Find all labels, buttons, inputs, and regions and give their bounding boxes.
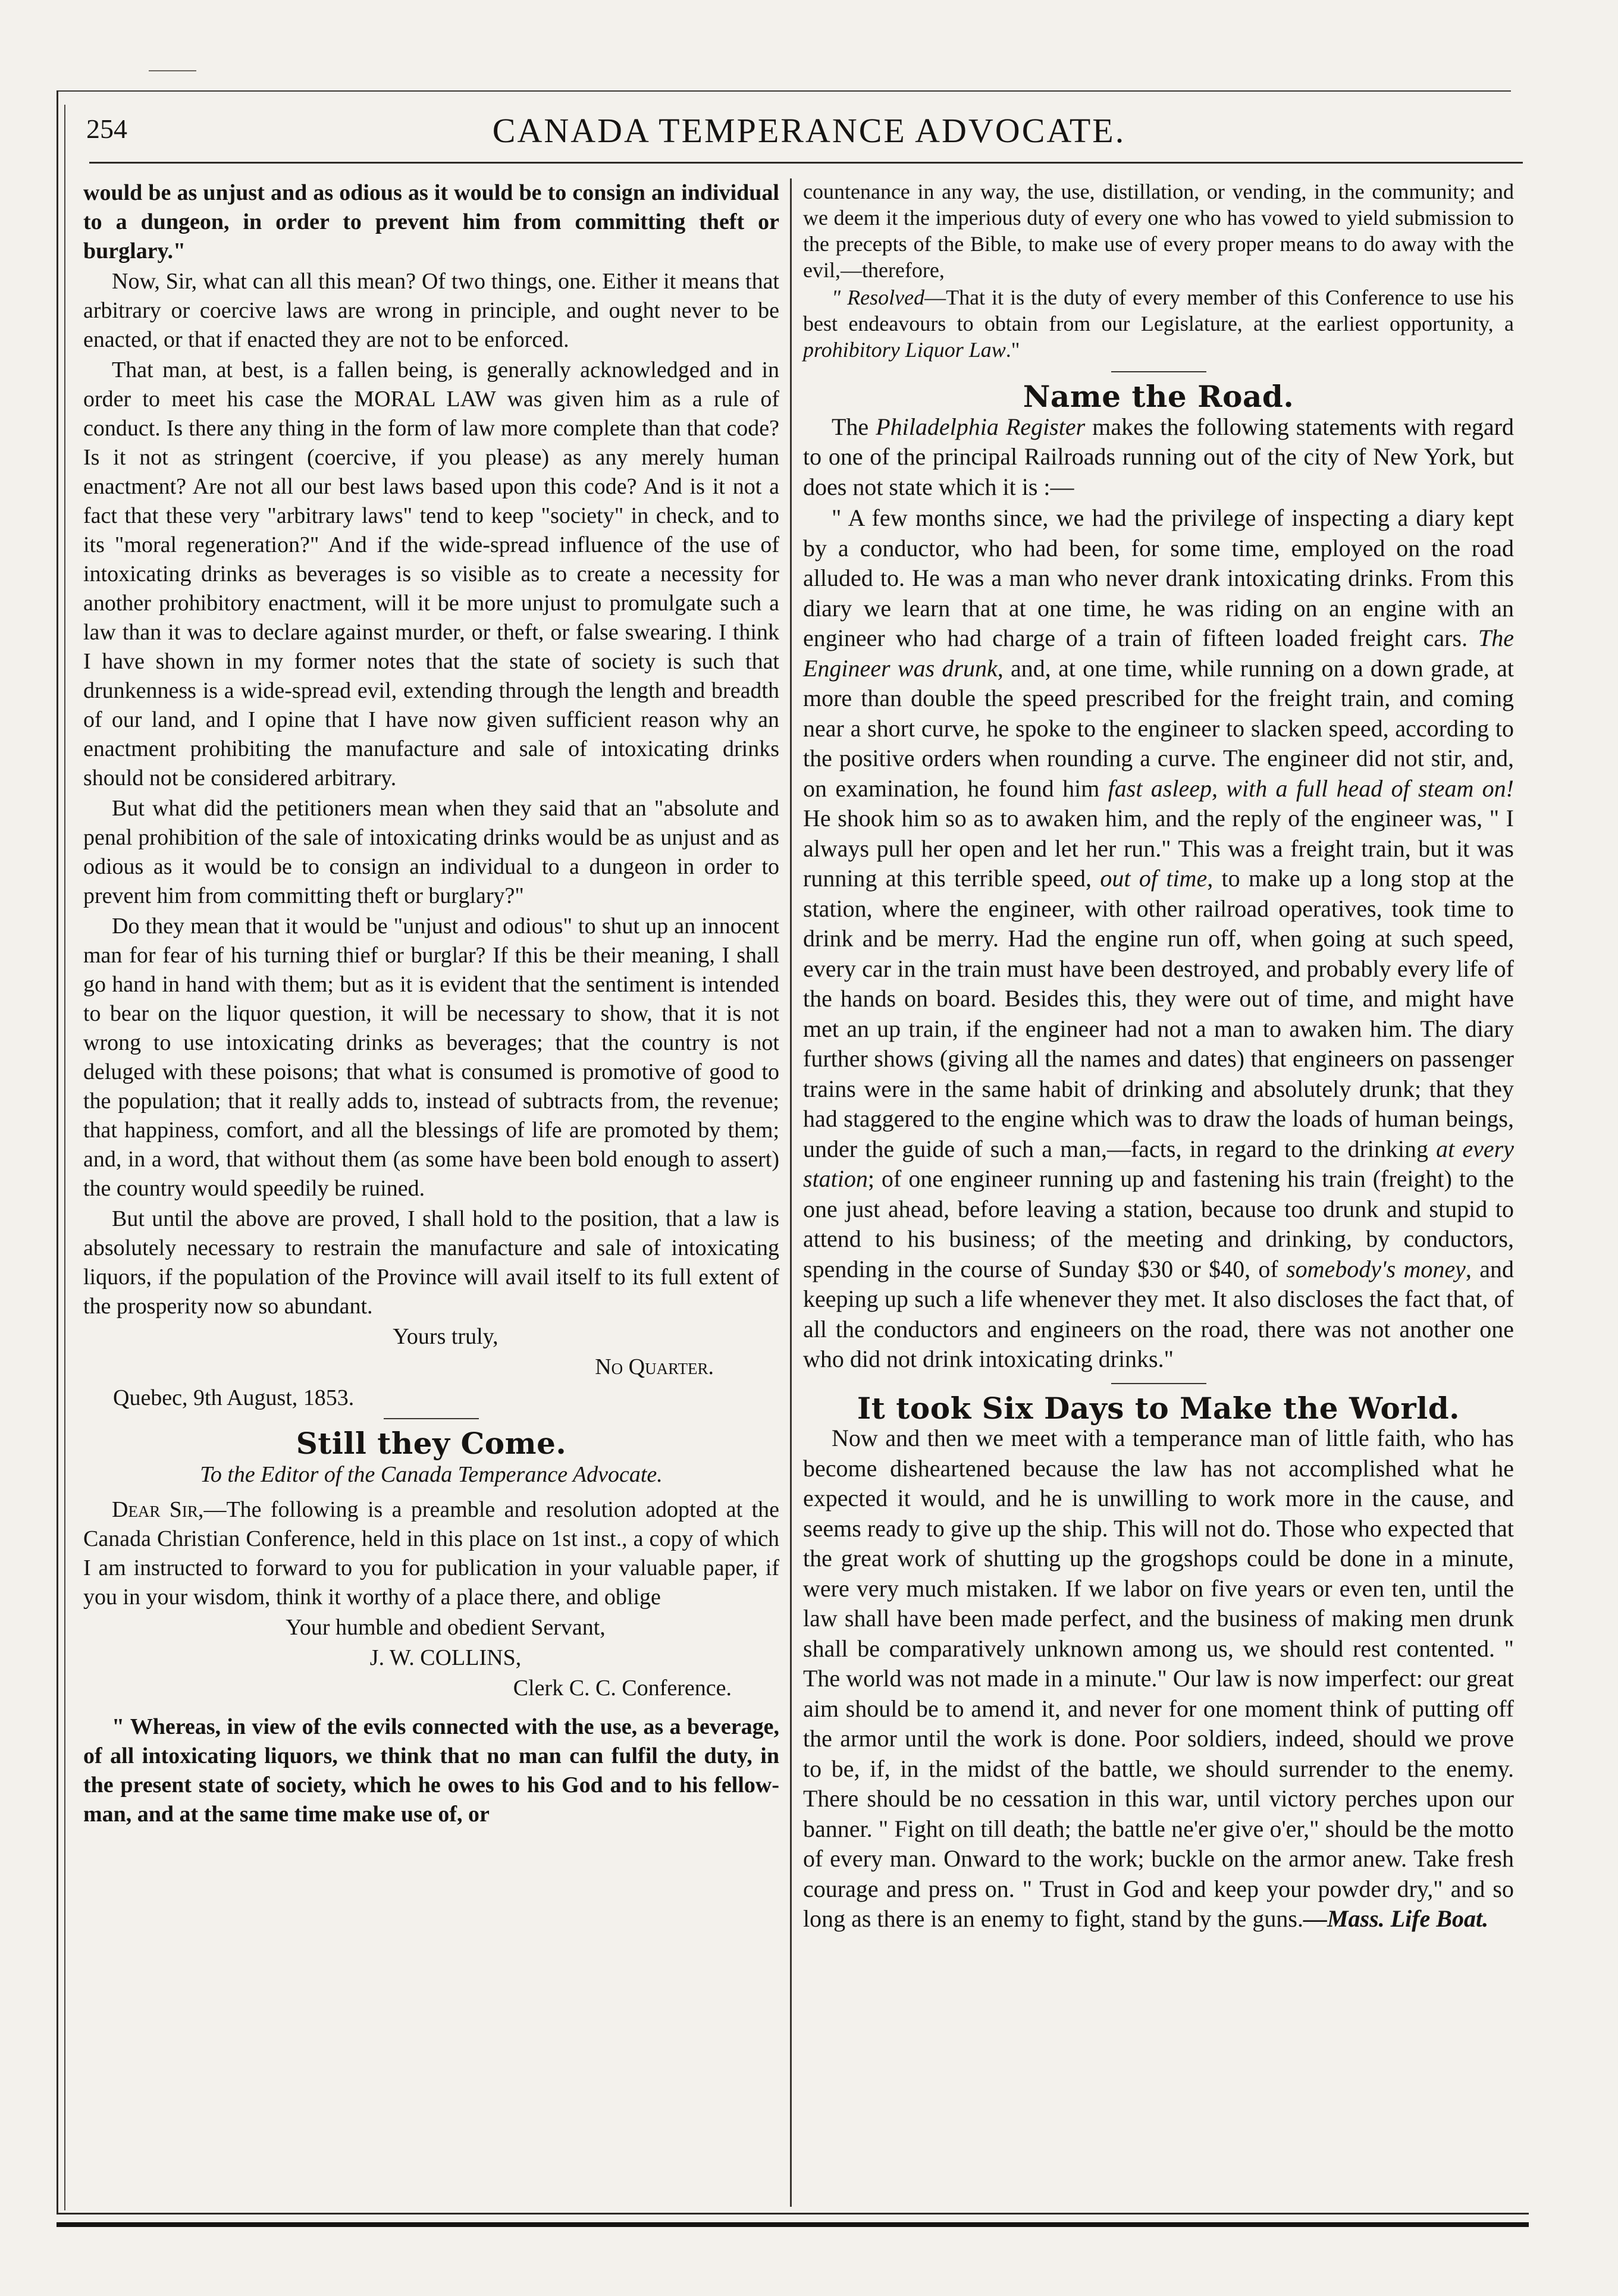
section-rule	[1111, 371, 1206, 372]
page-number: 254	[86, 114, 127, 144]
newspaper-name: Philadelphia Register	[876, 413, 1086, 440]
paragraph: That man, at best, is a fallen being, is generally acknowledged and in order to meet his case the MORAL LAW was given him as a rule of conduct. Is there any thing in the form of law more complete than that code? Is it not as stringent (coercive, if you please) as any merely human enactment? Are not all our best laws based upon this code? And is it not a fact that these very "arbitrary laws" tend to keep "society" in check, and to its "moral regeneration?" And if the wide-spread influence of the use of intoxicating drinks as beverages is so visible as to create a necessity for another prohibitory enactment, will it be more unjust to promulgate such a law than it was to declare against murder, or theft, or false swearing. I think I have shown in my former notes that the state of society is such that drunkenness is a wide-spread evil, extending through the length and breadth of our land, and I opine that I have now given sufficient reason why an enactment prohibiting the manufacture and sale of intoxicating drinks should not be considered arbitrary.	[83, 357, 779, 791]
emphasis: The Engineer was drunk	[803, 625, 1514, 682]
article-body	[803, 1423, 1514, 1934]
letter-body	[83, 1495, 779, 1612]
left-column	[83, 178, 779, 1830]
page-frame-top-rule	[57, 90, 1511, 92]
paragraph: would be as unjust and as odious as it would be to consign an individual to a dungeon, in order to prevent him from committing theft or burglary."	[83, 180, 779, 264]
article-source: —Mass. Life Boat.	[1303, 1905, 1489, 1932]
body-text: , to make up a long stop at the station, where the engineer, with other railroad operatives, took time to drink and be merry. Had the engine run off, when going at such speed, every car in the train must have been destroyed, and probably every life of the hands on board. Besides this, they were out of time, and might have met an up train, if the engineer had not a man to awaken him. The diary further shows (giving all the names and dates) that engineers on passenger trains were in the same habit of drinking and absolutely drunk; that they had staggered to the engine which was to draw the loads of human beings, under the guide of such a man,—facts, in regard to the drinking	[803, 865, 1514, 1162]
page-frame-left-rule	[57, 90, 58, 2213]
resolved-text: —That it is the duty of every member of this Conference to use his best endeavours to obtain from our Legislature, at the earliest opportunity, a	[803, 286, 1514, 335]
signer-title: Clerk C. C. Conference.	[513, 1676, 732, 1701]
article-intro	[803, 412, 1514, 503]
body-text: , and, at one time, while running on a down grade, at more than double the speed prescribed for the freight train, and coming near a short curve, he spoke to the engineer to slacken speed, according to the positive orders when rounding a curve. The engineer did not stir, and, on examination, he found him	[803, 654, 1514, 802]
letter-body-text: —The following is a preamble and resolution adopted at the Canada Christian Conference, held in this place on 1st inst., a copy of which I am instructed to forward to you for publication in your valuable paper, if you in your wisdom, think it worthy of a place there, and oblige	[83, 1497, 780, 1610]
right-column	[803, 178, 1514, 1936]
signer-name: J. W. COLLINS,	[369, 1645, 522, 1670]
body-text: ; of one engineer running up and fastening his train (freight) to the one just ahead, before leaving a station, because too drunk and stupid to attend to his business; of the meeting and drinking, by conductors, spending in the course of Sunday $30 or $40, of	[803, 1165, 1514, 1282]
article-body	[803, 503, 1514, 1375]
letter-closing: Yours truly,	[393, 1324, 498, 1349]
section-rule	[1111, 1383, 1206, 1384]
letter-dateline: Quebec, 9th August, 1853.	[113, 1385, 355, 1410]
section-rule	[384, 1418, 479, 1419]
body-text: He shook him so as to awaken him, and the reply of the engineer was, " I always pull her open and let her run." This was a freight train, but it was running at this terrible speed,	[803, 805, 1514, 892]
body-text: " A few months since, we had the privilege of inspecting a diary kept by a conductor, who had been, for some time, employed on the road alluded to. He was a man who never drank intoxicating drinks. From this diary we learn that at one time, he was riding on an engine with an engineer who had charge of a train of fifteen loaded freight cars.	[803, 504, 1514, 651]
salutation: Dear Sir,	[112, 1497, 204, 1522]
article-heading-name-the-road: Name the Road.	[1023, 379, 1294, 414]
dedication-line: To the Editor of the Canada Temperance Advocate.	[200, 1462, 663, 1487]
emphasis: fast asleep, with a full head of steam on!	[1108, 774, 1514, 802]
running-title: CANADA TEMPERANCE ADVOCATE.	[492, 111, 1126, 150]
paragraph: But what did the petitioners mean when they said that an "absolute and penal prohibition of the sale of intoxicating drinks would be as unjust and as odious as it would be to consign an individual to a dungeon in order to prevent him from committing theft or burglary?"	[83, 796, 779, 908]
paragraph: But until the above are proved, I shall hold to the position, that a law is absolutely necessary to restrain the manufacture and sale of intoxicating liquors, if the population of the Province will avail itself to its full extent of the prosperity now so abundant.	[83, 1206, 779, 1319]
header-rule	[89, 162, 1523, 164]
page-frame-bottom-thick-rule	[57, 2222, 1529, 2227]
emphasis: out of time	[1100, 865, 1208, 892]
resolved-label: " Resolved	[832, 286, 925, 309]
resolved-end: ."	[1005, 338, 1020, 362]
sign-line: Your humble and obedient Servant,	[286, 1615, 606, 1640]
resolution-preamble: " Whereas, in view of the evils connected with the use, as a beverage, of all intoxicating liquors, we think that no man can fulfil the duty, in the present state of society, which he owes to his God and to his fellow-man, and at the same time make use of, or	[83, 1714, 779, 1827]
resolved-law: prohibitory Liquor Law	[803, 338, 1006, 362]
masthead-dash	[149, 70, 196, 71]
article-heading-six-days: It took Six Days to Make the World.	[857, 1390, 1460, 1426]
body-text: Now and then we meet with a temperance man of little faith, who has become disheartened because the law has not accomplished what he expected it would, and he is unwilling to work more in the cause, and seems ready to give up the ship. This will not do. Those who expected that the great work of shutting up the grogshops could be done in a minute, were very much mistaken. If we labor on five years or even ten, until the law shall have been made perfect, and the business of making men drunk shall be comparatively unknown among us, we should rest contented. " The world was not made in a minute." Our law is now imperfect: our great aim should be to amend it, and never for one moment think of putting off the armor until the work is done. Poor soldiers, indeed, should we prove to be, if, in the midst of the battle, we should surrender to the enemy. There should be no cessation in this war, until victory perches upon our banner. " Fight on till death; the battle ne'er give o'er," should be the motto of every man. Onward to the work; buckle on the armor anew. Take fresh courage and press on. " Trust in God and keep your powder dry," and so long as there is an enemy to fight, stand by the guns.	[803, 1425, 1514, 1932]
resolution-resolved	[803, 284, 1514, 363]
column-divider	[790, 178, 792, 2207]
resolution-continuation: countenance in any way, the use, distillation, or vending, in the community; and we deem it the imperious duty of every one who has vowed to yield submission to the precepts of the Bible, to make use of every proper means to do away with the evil,—therefore,	[803, 180, 1514, 282]
page-frame-left-inner-rule	[64, 105, 65, 2210]
letter-signature: No Quarter.	[595, 1354, 714, 1379]
body-text: , and keeping up such a life whenever they met. It also discloses the fact that, of all the conductors and engineers on the road, there was not another one who did not drink intoxicating drinks."	[803, 1255, 1514, 1372]
intro-text: The	[832, 413, 876, 440]
paragraph: Now, Sir, what can all this mean? Of two things, one. Either it means that arbitrary or coercive laws are wrong in principle, and ought never to be enacted, or that if enacted they are not to be enforced.	[83, 269, 779, 352]
signature-block	[83, 1353, 779, 1410]
emphasis: somebody's money	[1286, 1255, 1466, 1282]
intro-text: makes the following statements with regard to one of the principal Railroads running out of the city of New York, but does not state which it is :—	[803, 413, 1514, 500]
emphasis: at every station	[803, 1135, 1514, 1192]
page-frame-bottom-rule	[57, 2213, 1529, 2215]
article-heading-still-they-come: Still they Come.	[296, 1426, 567, 1461]
paragraph: Do they mean that it would be "unjust and odious" to shut up an innocent man for fear of his turning thief or burglar? If this be their meaning, I shall go hand in hand with them; but as it is evident that the sentiment is intended to bear on the liquor question, it will be necessary to show, that it is not wrong to use intoxicating drinks as beverages; that the country is not deluged with these poisons; that what is consumed is promotive of good to the population; that it really adds to, instead of subtracts from, the revenue; that happiness, comfort, and all the blessings of life are promoted by them; and, in a word, that without them (as some have been bold enough to assert) the country would speedily be ruined.	[83, 914, 779, 1201]
